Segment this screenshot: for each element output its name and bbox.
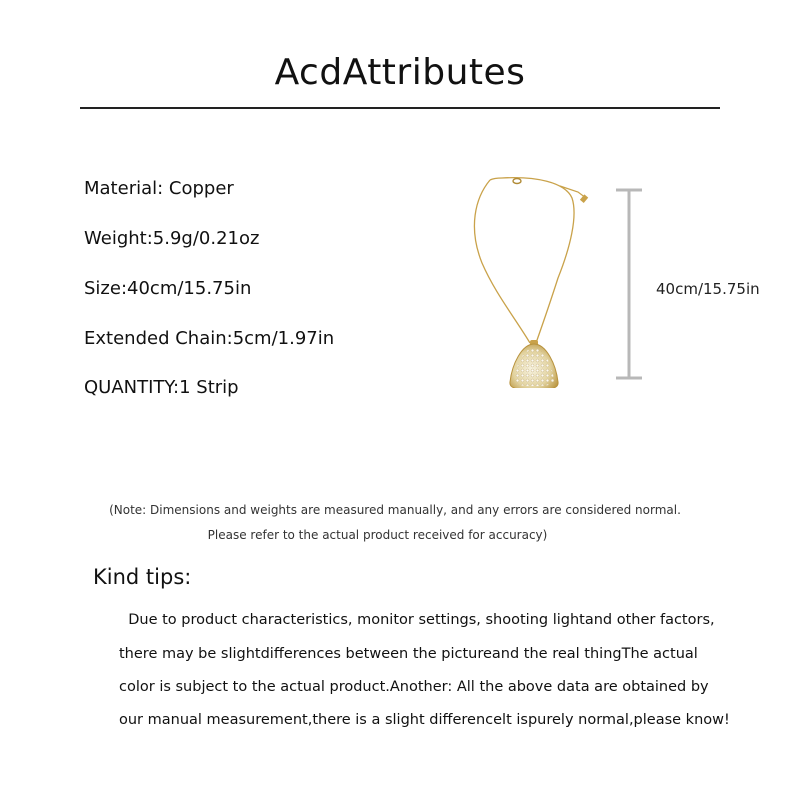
note-line-1: (Note: Dimensions and weights are measured manually, and any errors are considered normal. (109, 503, 681, 517)
kind-tips-heading: Kind tips: (93, 565, 192, 589)
chain (474, 178, 588, 346)
tip-line-1: Due to product characteristics, monitor settings, shooting lightand other factors, (119, 612, 715, 628)
tip-line-2: there may be slightdifferences between the pictureand the real thingThe actual (119, 646, 698, 662)
teardrop-pendant (510, 344, 558, 388)
tip-line-3: color is subject to the actual product.Another: All the above data are obtained by (119, 679, 709, 695)
measure-label: 40cm/15.75in (656, 280, 760, 298)
note-line-2: Please refer to the actual product received for accuracy) (207, 528, 548, 542)
length-measure-bar (612, 185, 646, 385)
title-underline (80, 107, 720, 109)
attribute-extended-chain: Extended Chain:5cm/1.97in (84, 328, 335, 349)
page-title: AcdAttributes (274, 52, 526, 93)
tip-line-4: our manual measurement,there is a slight differencelt ispurely normal,please know! (119, 712, 730, 728)
attribute-weight: Weight:5.9g/0.21oz (84, 228, 260, 249)
attribute-material: Material: Copper (84, 178, 234, 199)
attribute-quantity: QUANTITY:1 Strip (84, 377, 239, 398)
attribute-size: Size:40cm/15.75in (84, 278, 252, 299)
necklace-product-image (460, 168, 620, 388)
